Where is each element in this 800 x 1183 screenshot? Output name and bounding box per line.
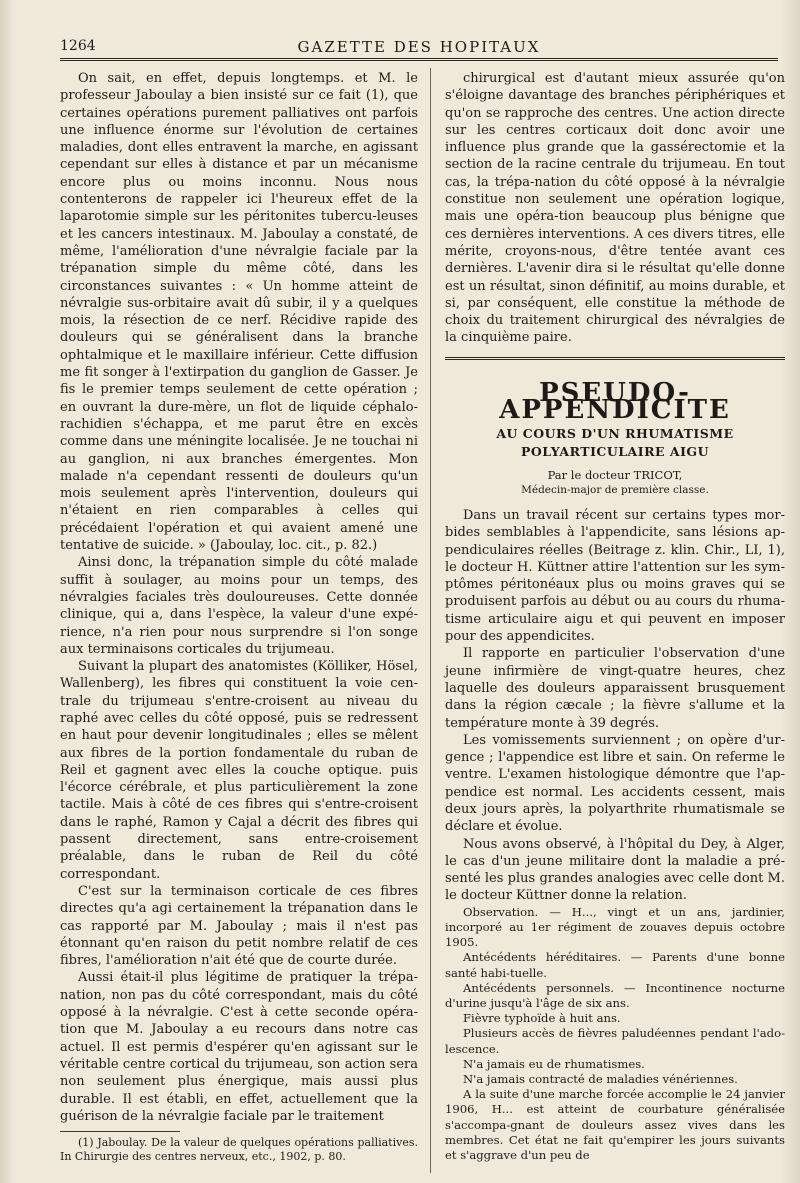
article-byline-role: Médecin-major de première classe. bbox=[521, 483, 709, 496]
footnote-rule bbox=[60, 1131, 180, 1132]
left-paragraph-5: Aussi était-il plus légitime de pratiquer la trépa-nation, non pas du côté correspondant, mais du côté opposé à la névralgie. C'est à cette seconde opéra-tion que M. Jaboulay a eu recours dans notre cas actuel. Il est permis d'espérer qu'en agissant sur le véritable centre cortical du trijumeau, son action sera non seulement plus énergique, mais aussi plus durable. Il est établi, en effet, actuellement que la guérison de la névralgie faciale par le traitement bbox=[60, 970, 418, 1124]
right-continuation: chirurgical est d'autant mieux assurée qu'on s'éloigne davantage des branches périphériques et qu'on se rapproche des centres. Une action directe sur les centres corticaux doit donc avoir une influence plus grande que la gassérectomie et la section de la racine centrale du trijumeau. En tout cas, la trépa-nation du côté opposé à la névralgie constitue non seulement une opération logique, mais une opéra-tion beaucoup plus bénigne que ces dernières interventions. A ces divers titres, elle mérite, croyons-nous, d'être tentée avant ces dernières. L'avenir dira si le résultat qu'elle donne est un résultat, sinon définitif, au moins durable, et si, par conséquent, elle constitue la méthode de choix du traitement chirurgical des névralgies de la cinquième paire. bbox=[445, 71, 785, 346]
observation-line-1: Observation. — H..., vingt et un ans, jardinier, incorporé au 1er régiment de zouaves depuis octobre 1905. bbox=[445, 904, 785, 950]
column-divider bbox=[430, 68, 431, 1173]
right-column bbox=[445, 70, 785, 1163]
footnote: (1) Jaboulay. De la valeur de quelques opérations palliatives. In Chirurgie des centres nerveux, etc., 1902, p. 80. bbox=[60, 1136, 418, 1164]
left-paragraph-3: Suivant la plupart des anatomistes (Kölliker, Hösel, Wallenberg), les fibres qui constituent la voie cen-trale du trijumeau s'entre-croisent au niveau du raphé avec celles du côté opposé, puis se redressent en haut pour devenir longitudinales ; elles se mêlent aux fibres de la portion fondamentale du ruban de Reil et gagnent avec elles la couche optique. puis l'écorce cérébrale, et plus particulièrement la zone tactile. Mais à côté de ces fibres qui s'entre-croisent dans le raphé, Ramon y Cajal a décrit des fibres qui passent directement, sans entre-croisement préalable, dans le ruban de Reil du côté correspondant. bbox=[60, 659, 418, 882]
observation-line-2: Antécédents héréditaires. — Parents d'une bonne santé habi-tuelle. bbox=[445, 950, 785, 980]
article-byline: Par le docteur TRICOT, bbox=[547, 467, 683, 482]
observation-line-5: Plusieurs accès de fièvres paludéennes pendant l'ado-lescence. bbox=[445, 1026, 785, 1056]
article-paragraph-3: Les vomissements surviennent ; on opère d'ur-gence ; l'appendice est libre et sain. On referme le ventre. L'examen histologique démontre que l'ap-pendice est normal. Les accidents cessent, mais deux jours après, la polyarthrite rhumatismale se déclare et évolue. bbox=[445, 732, 785, 835]
page-number: 1264 bbox=[60, 38, 96, 54]
article-title: PSEUDO-APPENDICITE bbox=[499, 377, 731, 426]
article-subtitle: AU COURS D'UN RHUMATISME POLYARTICULAIRE AIGU bbox=[496, 426, 734, 459]
left-column bbox=[60, 70, 418, 1164]
observation-line-3: Antécédents personnels. — Incontinence nocturne d'urine jusqu'à l'âge de six ans. bbox=[445, 980, 785, 1010]
left-paragraph-1: On sait, en effet, depuis longtemps. et M. le professeur Jaboulay a bien insisté sur ce fait (1), que certaines opérations purement palliatives ont parfois une influence énorme sur l'évolution de certaines maladies, dont elles entravent la marche, en agissant cependant sur elles à distance et par un mécanisme encore plus ou moins inconnu. Nous nous contenterons de rappeler ici l'heureux effet de la laparotomie simple sur les péritonites tubercu-leuses et les cancers intestinaux. M. Jaboulay a constaté, de même, l'amélioration d'une névralgie faciale par la trépanation simple du même côté, dans les circonstances suivantes : « Un homme atteint de névralgie sus-orbitaire avait dû subir, il y a quelques mois, la résection de ce nerf. Récidive rapide des douleurs qui se généralisent dans la branche ophtalmique et le maxillaire inférieur. Cette diffusion me fit songer à l'extirpation du ganglion de Gasser. Je fis le premier temps seulement de cette opération ; en ouvrant la dure-mère, un flot de liquide céphalo-rachidien s'échappa, et me parut être en excès comme dans une méningite localisée. Je ne touchai ni au ganglion, ni aux branches émergentes. Mon malade n'a cependant ressenti de douleurs qu'un mois seulement après l'intervention, douleurs qui n'étaient en rien comparables à celles qui précédaient l'opération et qui avaient amené une tentative de suicide. » (Jaboulay, loc. cit., p. 82.) bbox=[60, 71, 418, 554]
left-paragraph-4: C'est sur la terminaison corticale de ces fibres directes qu'a agi certainement la trépanation dans le cas rapporté par M. Jaboulay ; mais il n'est pas étonnant qu'en raison du petit nombre relatif de ces fibres, l'amélioration n'ait été que de courte durée. bbox=[60, 883, 418, 969]
journal-title: GAZETTE DES HOPITAUX bbox=[297, 38, 541, 56]
left-paragraph-2: Ainsi donc, la trépanation simple du côté malade suffit à soulager, au moins pour un temps, des névralgies faciales très douloureuses. Cette donnée clinique, qui a, dans l'espèce, la valeur d'une expé-rience, n'a rien pour nous surprendre si l'on songe aux terminaisons corticales du trijumeau. bbox=[60, 555, 418, 657]
observation-block bbox=[445, 905, 785, 1163]
article-paragraph-4: Nous avons observé, à l'hôpital du Dey, à Alger, le cas d'un jeune militaire dont la maladie a pré-senté les plus grandes analogies avec celle dont M. le docteur Küttner donne la relation. bbox=[445, 836, 785, 904]
article-paragraph-1: Dans un travail récent sur certains types mor-bides semblables à l'appendicite, sans lésions ap-pendiculaires réelles (Beitrage z. klin. Chir., LI, 1), le docteur H. Küttner attire l'attention sur les sym-ptômes péritonéaux plus ou moins graves qui se produisent parfois au début ou au cours du rhuma-tisme articulaire aigu et qui peuvent en imposer pour des appendicites. bbox=[445, 507, 785, 645]
header-rule bbox=[60, 58, 778, 64]
observation-line-7: N'a jamais contracté de maladies vénériennes. bbox=[463, 1072, 738, 1086]
observation-line-8: A la suite d'une marche forcée accomplie le 24 janvier 1906, H... est atteint de courbature généralisée s'accompa-gnant de douleurs assez vives dans les membres. Cet état ne fait qu'empirer les jours suivants et s'aggrave d'un peu de bbox=[445, 1087, 785, 1163]
observation-line-4: Fièvre typhoïde à huit ans. bbox=[463, 1011, 621, 1026]
article-separator bbox=[445, 357, 785, 363]
observation-line-6: N'a jamais eu de rhumatismes. bbox=[463, 1056, 645, 1071]
article-paragraph-2: Il rapporte en particulier l'observation d'une jeune infirmière de vingt-quatre heures, chez laquelle des douleurs apparaissent brusquement dans la région cæcale ; la fièvre s'allume et la température monte à 39 degrés. bbox=[445, 646, 785, 731]
